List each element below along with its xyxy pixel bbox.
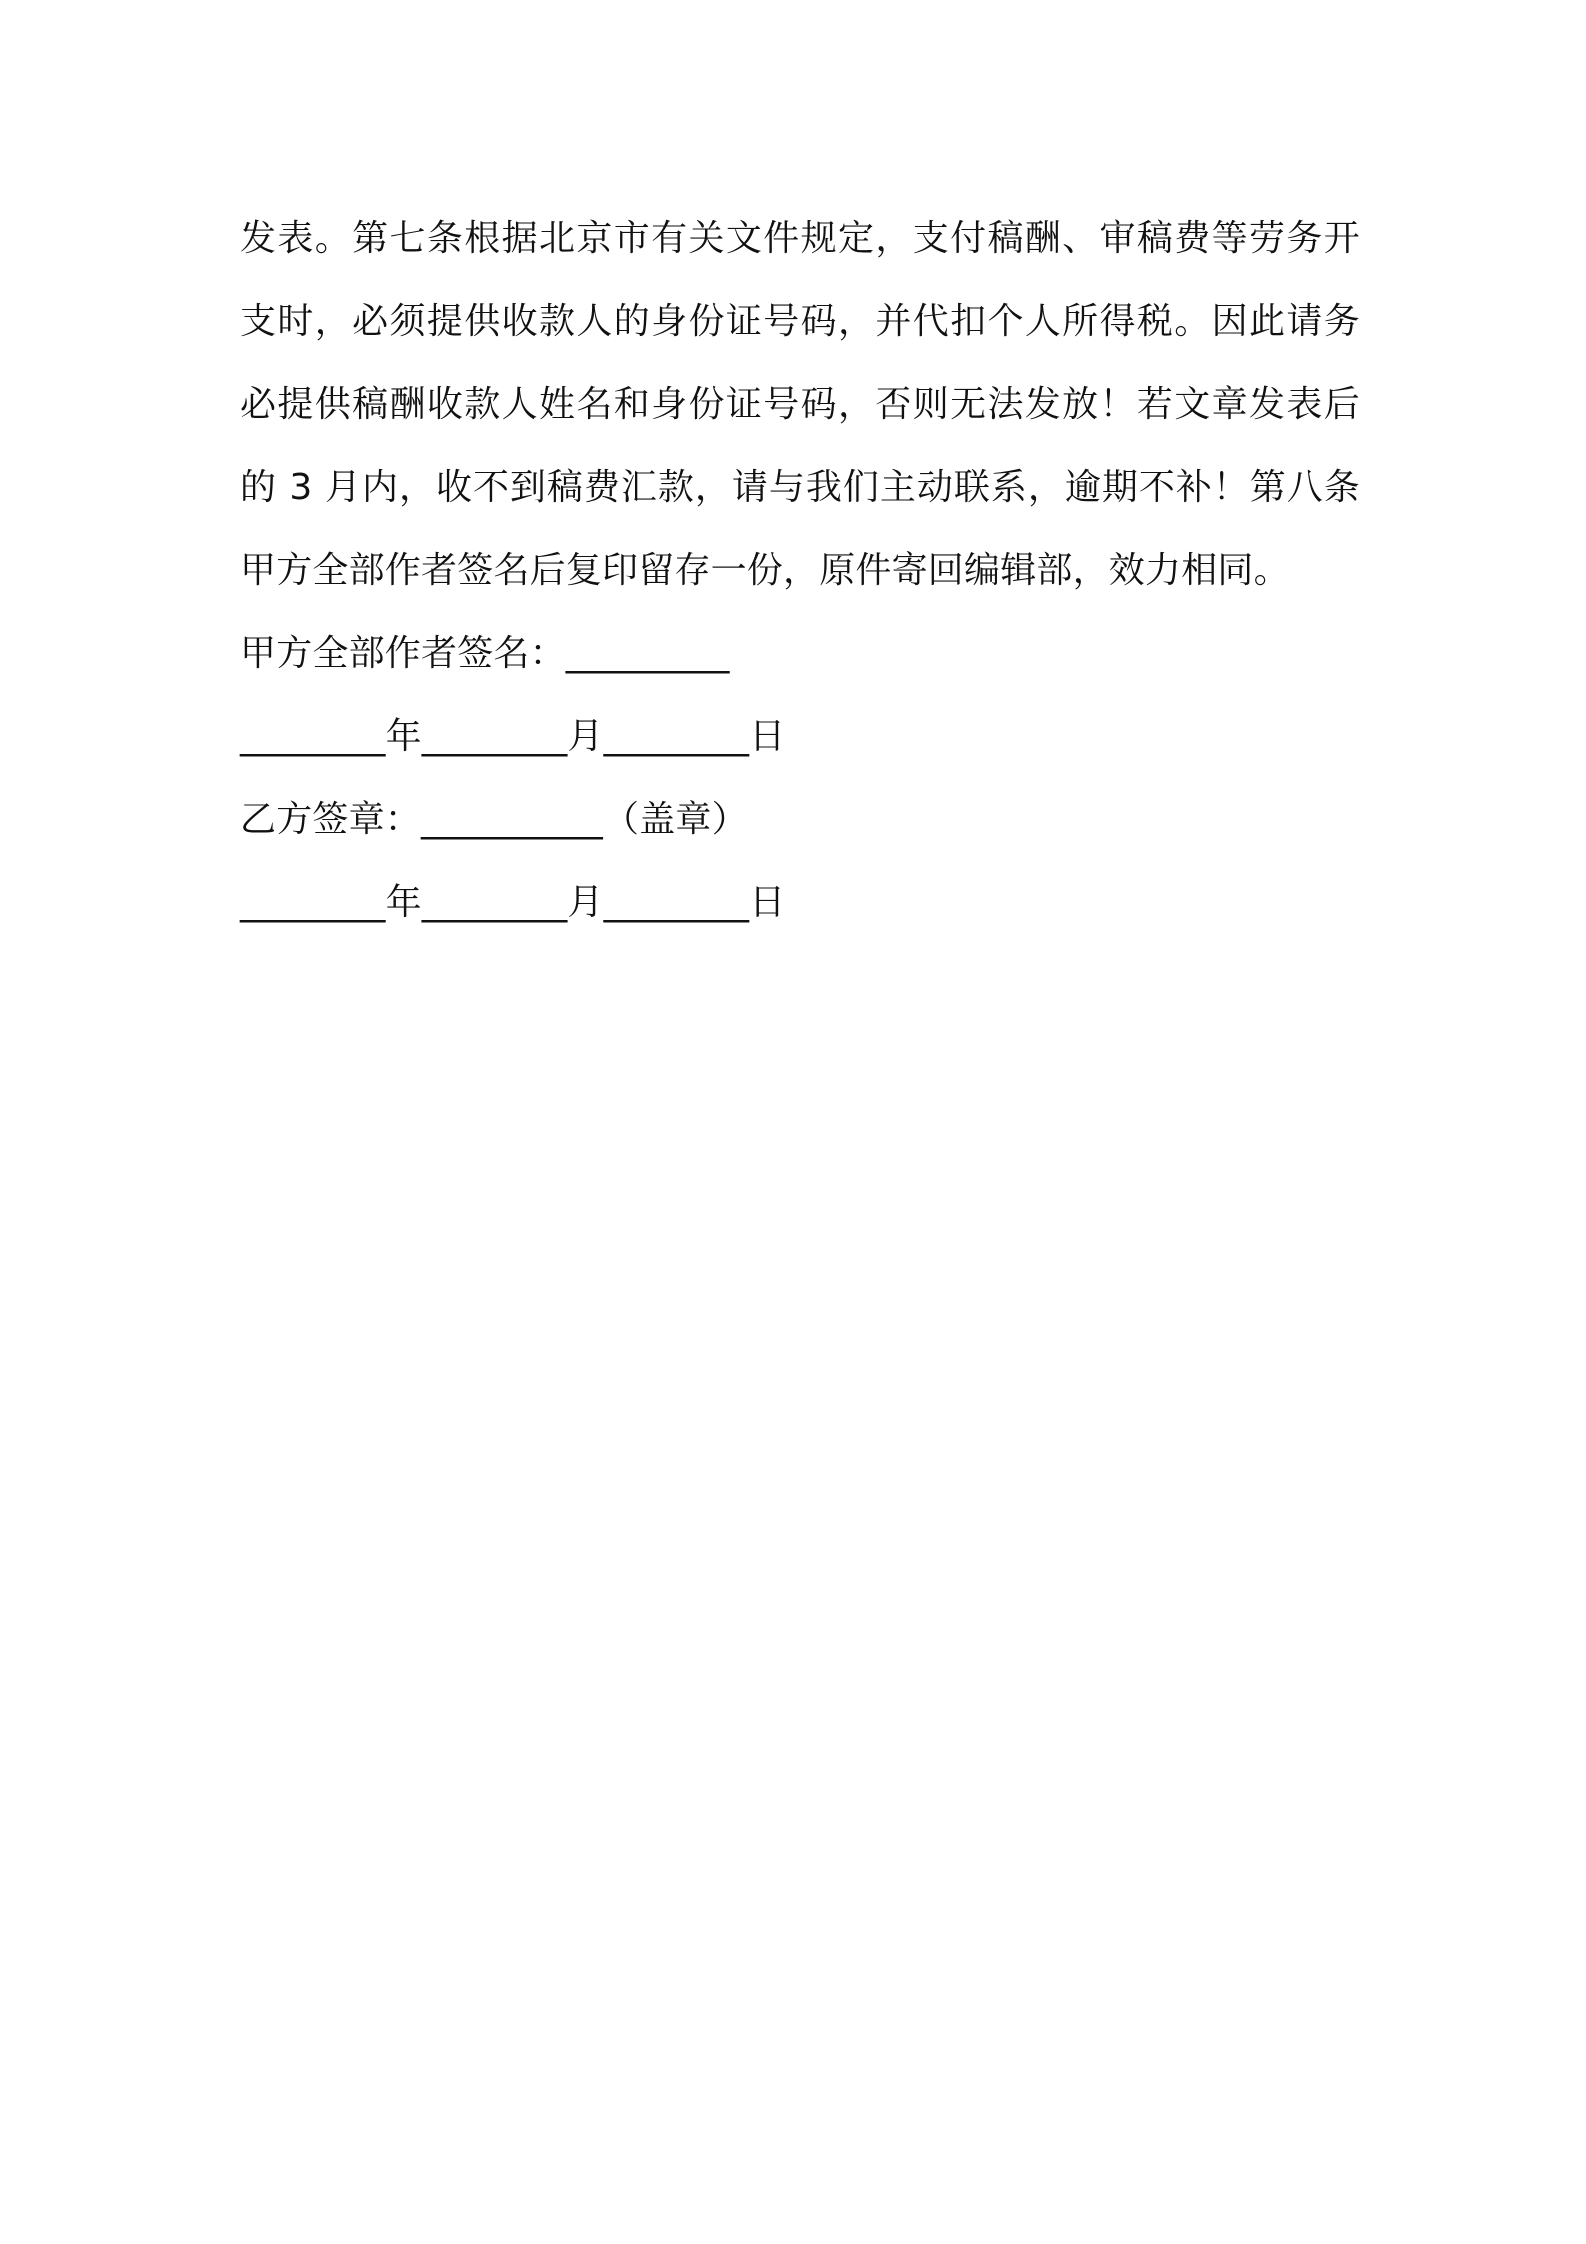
- paragraph-line: 支时，必须提供收款人的身份证号码，并代扣个人所得税。因此请务: [240, 301, 1360, 342]
- paragraph-line: 的 3 月内，收不到稿费汇款，请与我们主动联系，逾期不补！第八条: [240, 467, 1360, 508]
- paragraph-line: 必提供稿酬收款人姓名和身份证号码，否则无法发放！若文章发表后: [240, 384, 1360, 425]
- signature-block: [240, 612, 1360, 944]
- paragraph-line: 发表。第七条根据北京市有关文件规定，支付稿酬、审稿费等劳务开: [240, 218, 1360, 259]
- party-a-signature-line: 甲方全部作者签名：_________: [240, 633, 730, 674]
- party-a-date-line: ________年________月________日: [240, 716, 786, 757]
- party-b-seal-line: 乙方签章：__________（盖章）: [240, 799, 748, 840]
- party-b-date-line: ________年________月________日: [240, 882, 786, 923]
- contract-clause-paragraph: [240, 197, 1360, 612]
- paragraph-line: 甲方全部作者签名后复印留存一份，原件寄回编辑部，效力相同。: [240, 550, 1290, 591]
- document-body: [240, 197, 1360, 944]
